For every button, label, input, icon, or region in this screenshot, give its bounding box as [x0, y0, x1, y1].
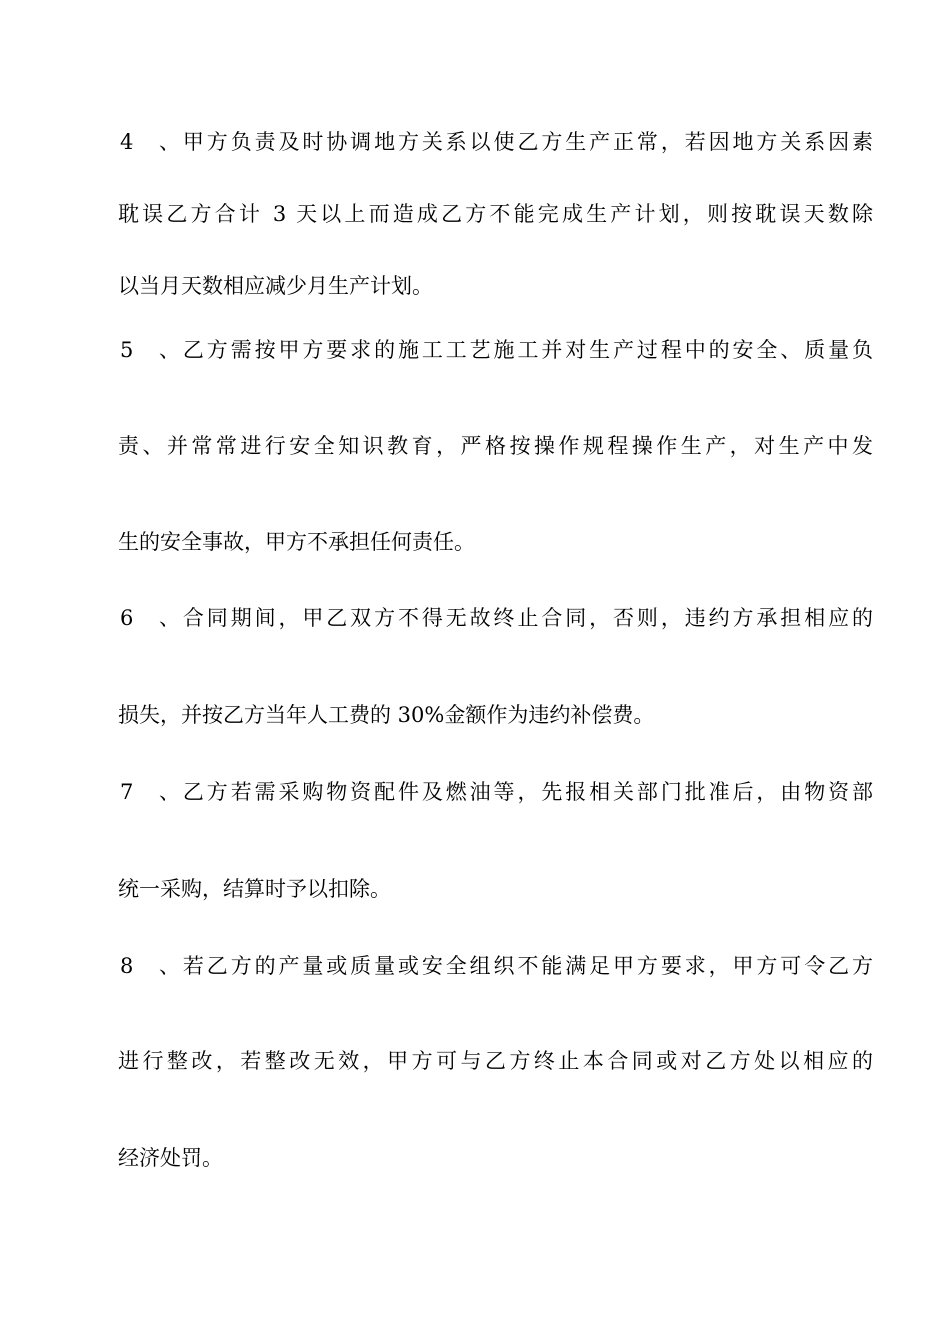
clause-6-line-1 — [118, 603, 873, 633]
clause-7-line-1 — [118, 777, 873, 807]
clause-5-line-3: 生的安全事故，甲方不承担任何责任。 — [118, 530, 475, 554]
clause-8-line-1 — [118, 951, 873, 981]
clause-6-number: 6、 — [120, 606, 180, 630]
clause-5-line-1 — [118, 335, 873, 365]
clause-7-text-line-1: 乙方若需采购物资配件及燃油等，先报相关部门批准后，由物资部 — [180, 780, 873, 804]
clause-5-number: 5、 — [120, 338, 180, 362]
clause-7-number: 7、 — [120, 780, 180, 804]
clause-4-line-1 — [118, 127, 873, 157]
clause-4-line-2: 耽误乙方合计 3 天以上而造成乙方不能完成生产计划，则按耽误天数除 — [118, 202, 873, 226]
clause-8-line-2: 进行整改，若整改无效，甲方可与乙方终止本合同或对乙方处以相应的 — [118, 1049, 873, 1073]
clause-4-text-line-1: 甲方负责及时协调地方关系以使乙方生产正常，若因地方关系因素 — [180, 130, 873, 154]
clause-8-text-line-1: 若乙方的产量或质量或安全组织不能满足甲方要求，甲方可令乙方 — [180, 954, 873, 978]
clause-7-line-2: 统一采购，结算时予以扣除。 — [118, 877, 391, 901]
clause-8-number: 8、 — [120, 954, 180, 978]
clause-4-number: 4、 — [120, 130, 180, 154]
clause-6-line-2: 损失，并按乙方当年人工费的 30%金额作为违约补偿费。 — [118, 703, 655, 727]
clause-5-text-line-1: 乙方需按甲方要求的施工工艺施工并对生产过程中的安全、质量负 — [180, 338, 873, 362]
clause-8-line-3: 经济处罚。 — [118, 1146, 223, 1170]
clause-5-line-2: 责、并常常进行安全知识教育，严格按操作规程操作生产，对生产中发 — [118, 434, 873, 458]
clause-6-text-line-1: 合同期间，甲乙双方不得无故终止合同，否则，违约方承担相应的 — [180, 606, 873, 630]
clause-4-line-3: 以当月天数相应减少月生产计划。 — [118, 274, 433, 298]
